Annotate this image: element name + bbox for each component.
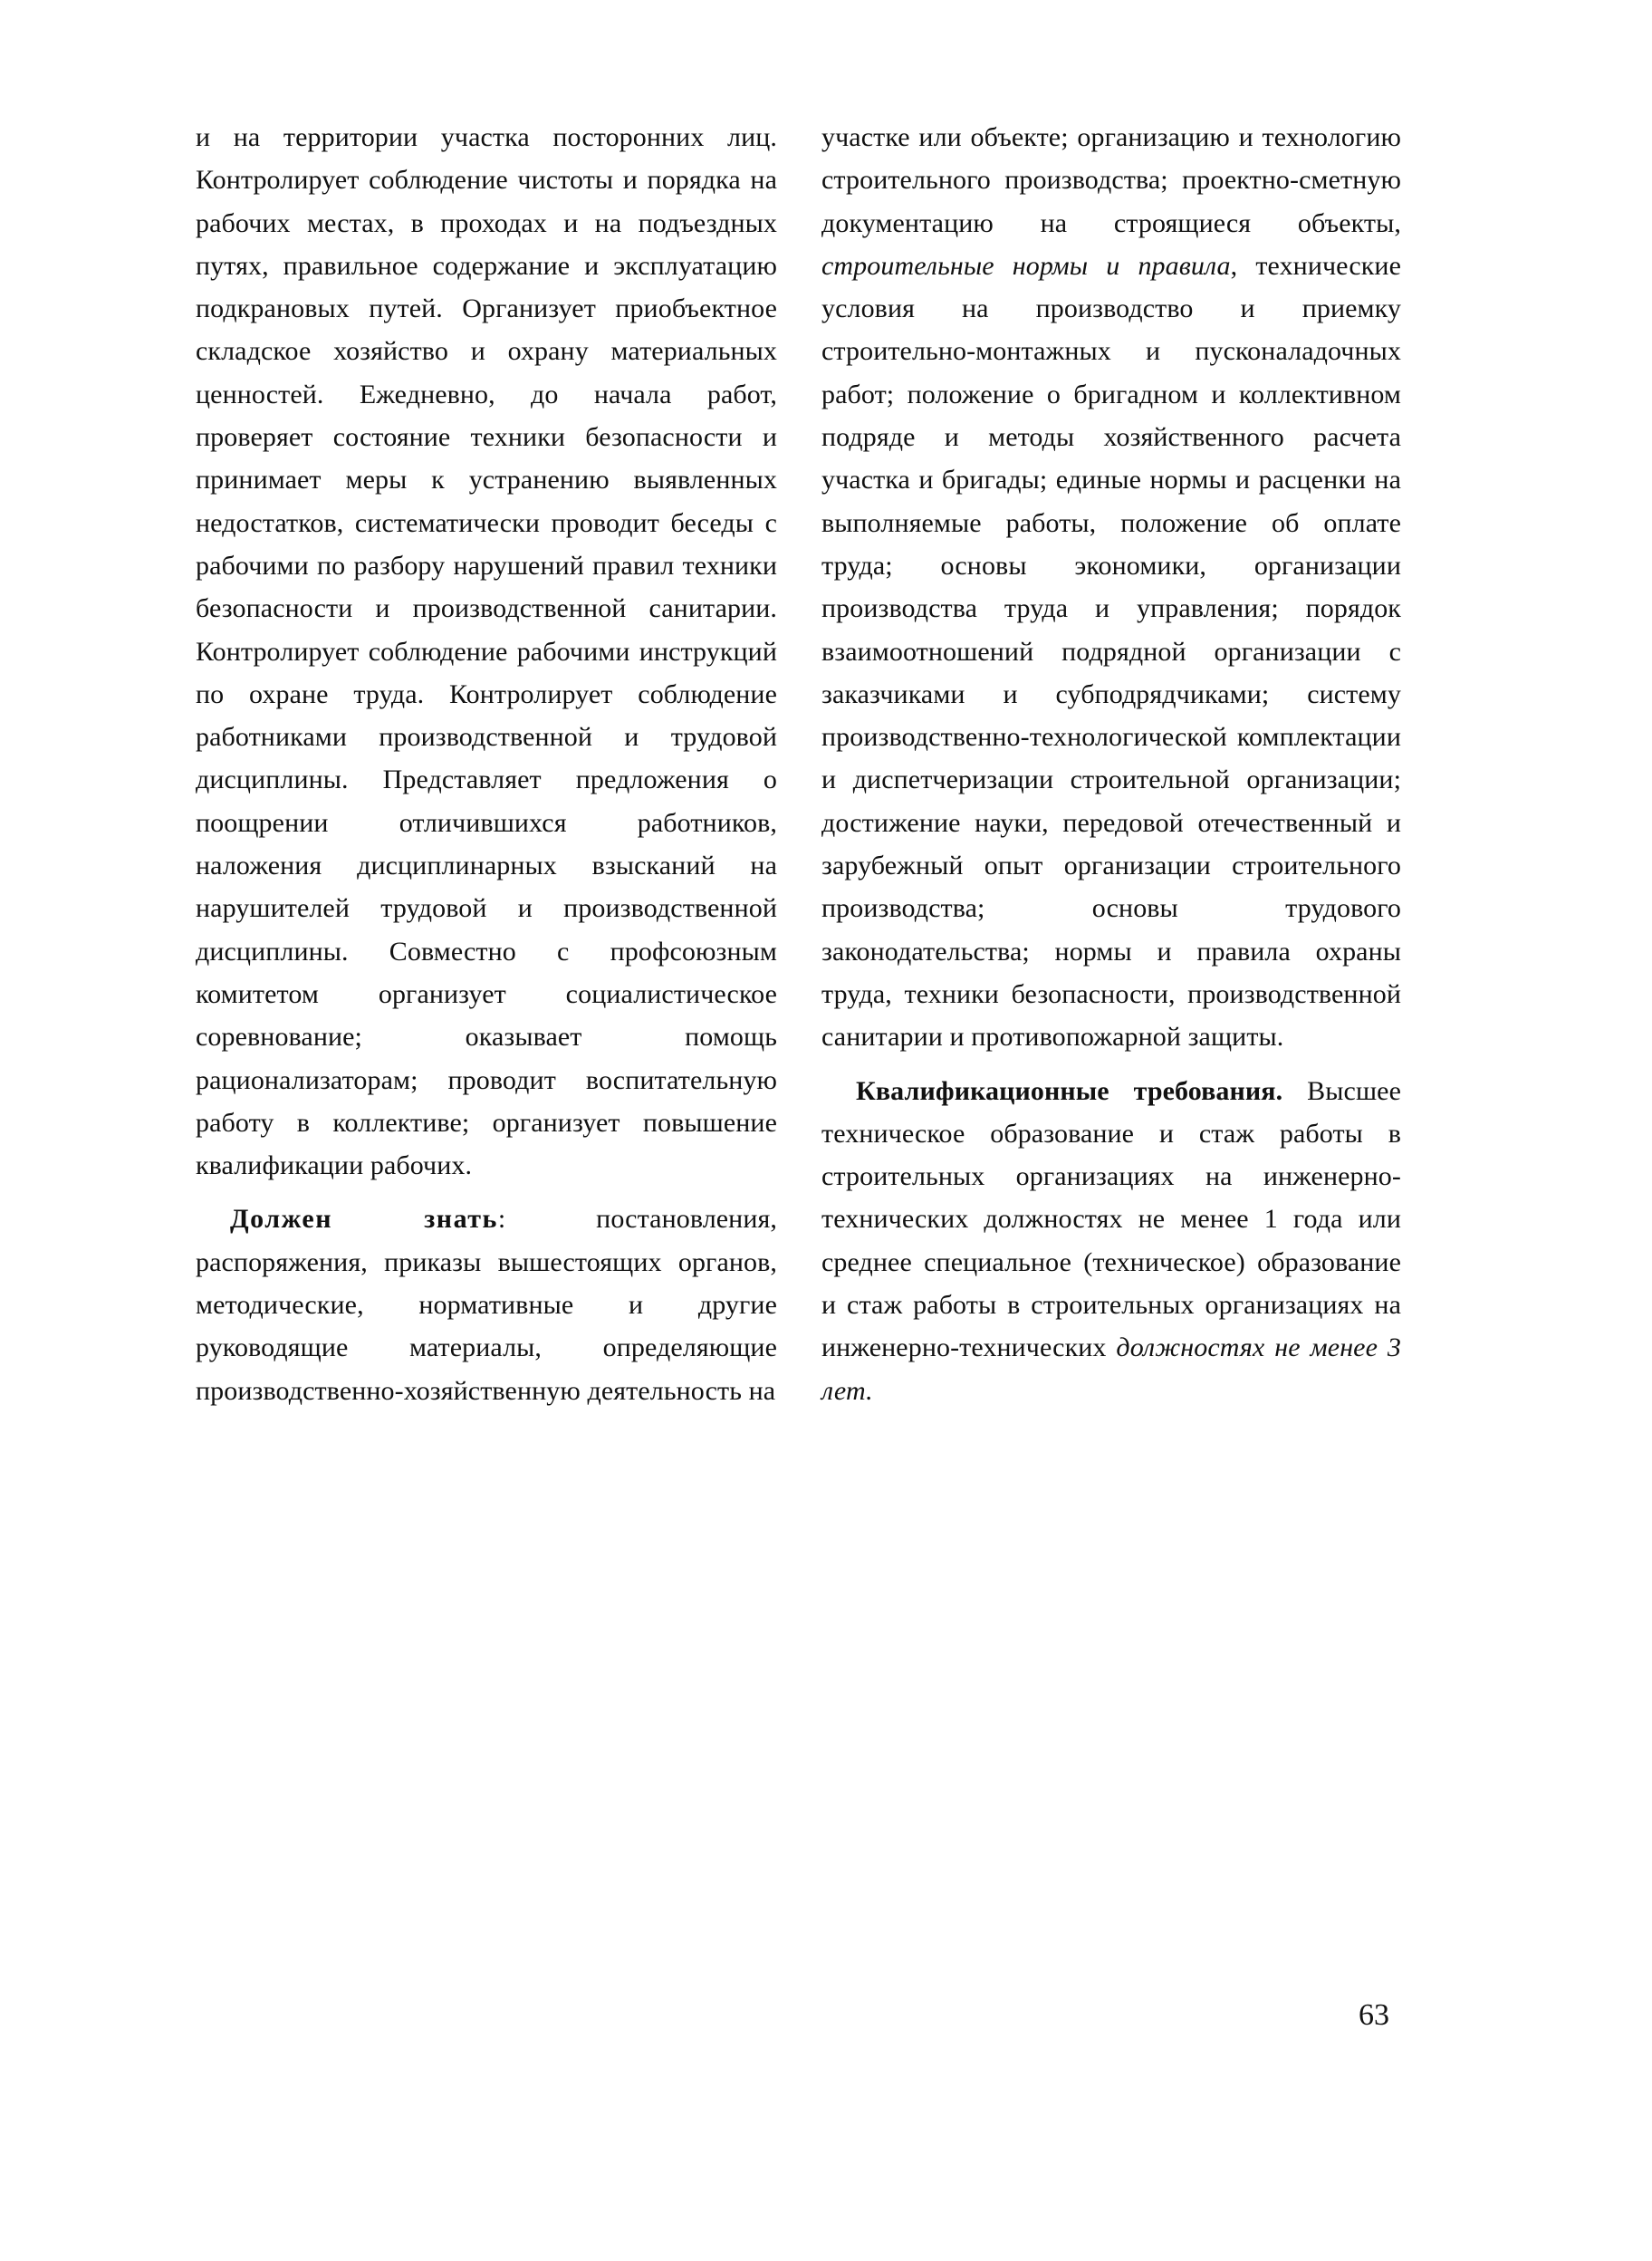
knowledge-text-part-a: участке или объекте; организацию и технологию строительного производства; проектно-сметную документацию на строящиеся объекты, [821,122,1401,238]
qualification-text-end: должностях не менее 3 лет. [821,1333,1402,1406]
qualification-text: Высшее техническое образование и стаж работы в строительных организациях на инженерно-технических должностях не менее 1 года или среднее специальное (техническое) образование и стаж работы в строительных организациях на инженерно-технических [821,1075,1401,1363]
knowledge-paragraph [196,1198,777,1411]
page-number: 63 [1359,1998,1389,2032]
qualification-paragraph [821,1070,1401,1412]
knowledge-label: Должен знать [230,1204,498,1235]
knowledge-continuation-paragraph [821,116,1401,1059]
knowledge-text-part-b: , технические условия на производство и приемку строительно-монтажных и пусконаладочных работ; положение о бригадном и коллективном подряде и методы хозяйственного расчета участка и бригады; единые нормы и расценки на выполняемые работы, положение об оплате труда; основы экономики, организации производства труда и управления; порядок взаимоотношений подрядной организации с заказчиками и субподрядчиками; систему производственно-технологической комплектации и диспетчеризации строительной организации; достижение науки, передовой отечественный и зарубежный опыт организации строительного производства; основы трудового законодательства; нормы и правила охраны труда, техники безопасности, производственной санитарии и противопожарной защиты. [821,250,1401,1053]
duties-paragraph: и на территории участка посторонних лиц. Контролирует соблюдение чистоты и порядка на рабочих местах, в проходах и на подъездных путях, правильное содержание и эксплуатацию подкрановых путей. Организует приобъектное складское хозяйство и охрану материальных ценностей. Ежедневно, до начала работ, проверяет состояние техники безопасности и принимает меры к устранению выявленных недостатков, систематически проводит беседы с рабочими по разбору нарушений правил техники безопасности и производственной санитарии. Контролирует соблюдение рабочими инструкций по охране труда. Контролирует соблюдение работниками производственной и трудовой дисциплины. Представляет предложения о поощрении отличившихся работников, наложения дисциплинарных взысканий на нарушителей трудовой и производственной дисциплины. Совместно с профсоюзным комитетом организует социалистическое соревнование; оказывает помощь рационализаторам; проводит воспитательную работу в коллективе; организует повышение квалификации рабочих. [196,122,777,1181]
knowledge-text-start: : постановления, распоряжения, приказы вышестоящих органов, методические, нормативные и другие руководящие материалы, определяющие производственно-хозяйственную деятельность на [196,1204,777,1406]
right-text-column [821,116,1401,1412]
left-text-column [196,116,777,1412]
qualification-label: Квалификационные требования. [856,1075,1283,1106]
building-codes-text: строительные нормы и правила [821,250,1231,281]
